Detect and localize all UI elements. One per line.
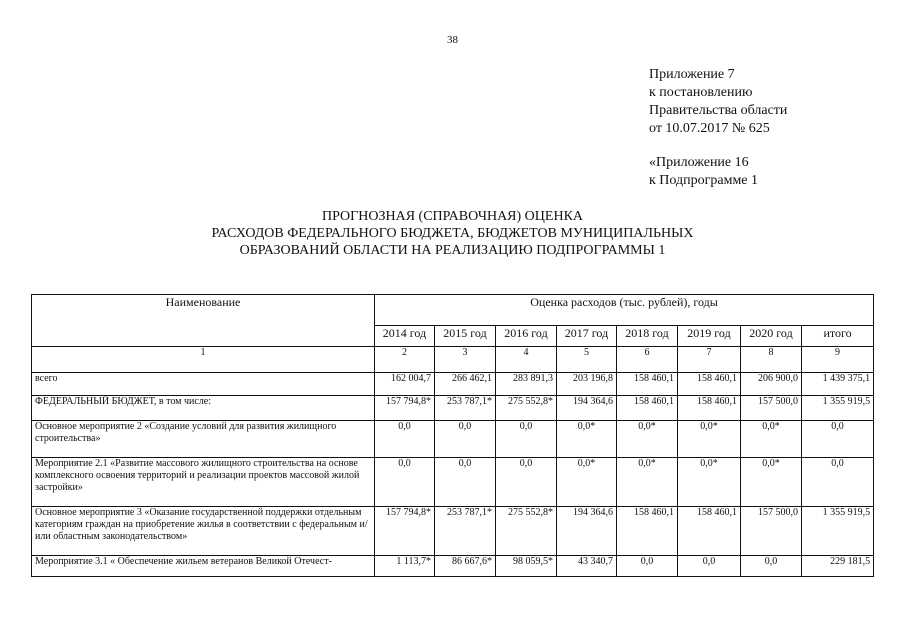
table-row: [32, 458, 874, 507]
cell-value: 158 460,1: [617, 373, 678, 396]
cell-value: 275 552,8*: [496, 507, 557, 556]
header-total: итого: [802, 326, 874, 347]
document-title: [0, 208, 905, 259]
cell-value: 158 460,1: [617, 396, 678, 421]
header-row: [32, 295, 874, 326]
cell-value: 0,0*: [557, 421, 617, 458]
cell-value: 158 460,1: [678, 373, 741, 396]
cell-value: 253 787,1*: [435, 507, 496, 556]
table-row: [32, 421, 874, 458]
cell-value: 283 891,3: [496, 373, 557, 396]
cell-value: 0,0: [435, 458, 496, 507]
column-number: 9: [802, 347, 874, 373]
column-number: 4: [496, 347, 557, 373]
cell-value: 206 900,0: [741, 373, 802, 396]
cell-value: 0,0: [375, 421, 435, 458]
cell-value: 157 500,0: [741, 507, 802, 556]
cell-value: 1 439 375,1: [802, 373, 874, 396]
cell-value: 157 794,8*: [375, 507, 435, 556]
appendix-line: «Приложение 16: [649, 155, 749, 170]
cell-value: 266 462,1: [435, 373, 496, 396]
cell-value: 1 113,7*: [375, 556, 435, 577]
cell-value: 0,0: [802, 421, 874, 458]
title-line: РАСХОДОВ ФЕДЕРАЛЬНОГО БЮДЖЕТА, БЮДЖЕТОВ МУНИЦИПАЛЬНЫХ: [211, 226, 694, 241]
column-number: 1: [32, 347, 375, 373]
row-name: Мероприятие 3.1 « Обеспечение жильем ветеранов Великой Отечест-: [32, 556, 375, 577]
cell-value: 162 004,7: [375, 373, 435, 396]
cell-value: 194 364,6: [557, 396, 617, 421]
column-numbers-row: [32, 347, 874, 373]
header-year: 2014 год: [375, 326, 435, 347]
appendix-line: к постановлению: [649, 85, 753, 100]
table-row: [32, 373, 874, 396]
budget-table: [31, 294, 874, 577]
column-number: 2: [375, 347, 435, 373]
cell-value: 157 500,0: [741, 396, 802, 421]
cell-value: 0,0: [496, 458, 557, 507]
cell-value: 0,0*: [741, 458, 802, 507]
cell-value: 158 460,1: [678, 396, 741, 421]
cell-value: 0,0*: [678, 458, 741, 507]
cell-value: 0,0: [741, 556, 802, 577]
row-name: Основное мероприятие 2 «Создание условий для развития жилищного строительства»: [32, 421, 375, 458]
column-number: 5: [557, 347, 617, 373]
appendix-line: от 10.07.2017 № 625: [649, 121, 770, 136]
appendix-line: к Подпрограмме 1: [649, 173, 759, 188]
row-name: ФЕДЕРАЛЬНЫЙ БЮДЖЕТ, в том числе:: [32, 396, 375, 421]
table-row: [32, 396, 874, 421]
cell-value: 86 667,6*: [435, 556, 496, 577]
column-number: 8: [741, 347, 802, 373]
header-year: 2017 год: [557, 326, 617, 347]
title-line: ПРОГНОЗНАЯ (СПРАВОЧНАЯ) ОЦЕНКА: [321, 209, 584, 224]
cell-value: 203 196,8: [557, 373, 617, 396]
column-number: 6: [617, 347, 678, 373]
cell-value: 275 552,8*: [496, 396, 557, 421]
spacer: [649, 138, 787, 154]
cell-value: 158 460,1: [617, 507, 678, 556]
title-line: ОБРАЗОВАНИЙ ОБЛАСТИ НА РЕАЛИЗАЦИЮ ПОДПРОГРАММЫ 1: [239, 243, 666, 258]
cell-value: 98 059,5*: [496, 556, 557, 577]
cell-value: 43 340,7: [557, 556, 617, 577]
column-number: 3: [435, 347, 496, 373]
header-name: Наименование: [32, 295, 375, 347]
cell-value: 1 355 919,5: [802, 396, 874, 421]
header-year: 2019 год: [678, 326, 741, 347]
appendix-reference: [649, 66, 787, 190]
cell-value: 0,0: [375, 458, 435, 507]
header-year: 2015 год: [435, 326, 496, 347]
cell-value: 0,0: [496, 421, 557, 458]
appendix-line: Приложение 7: [649, 67, 735, 82]
row-name: Основное мероприятие 3 «Оказание государственной поддержки отдельным категориям граждан на приобретение жилья в соответствии с федеральным и/или областным законодательством»: [32, 507, 375, 556]
cell-value: 194 364,6: [557, 507, 617, 556]
cell-value: 157 794,8*: [375, 396, 435, 421]
table-row: [32, 556, 874, 577]
row-name: Мероприятие 2.1 «Развитие массового жилищного строительства на основе комплексного освоения территорий и реализации проектов массовой жилой застройки»: [32, 458, 375, 507]
cell-value: 0,0: [435, 421, 496, 458]
header-year: 2018 год: [617, 326, 678, 347]
header-year: 2016 год: [496, 326, 557, 347]
cell-value: 253 787,1*: [435, 396, 496, 421]
header-group: Оценка расходов (тыс. рублей), годы: [375, 295, 874, 326]
table-row: [32, 507, 874, 556]
cell-value: 1 355 919,5: [802, 507, 874, 556]
cell-value: 0,0*: [617, 421, 678, 458]
page-number: 38: [447, 34, 458, 46]
column-number: 7: [678, 347, 741, 373]
cell-value: 0,0: [678, 556, 741, 577]
appendix-line: Правительства области: [649, 103, 788, 118]
header-year: 2020 год: [741, 326, 802, 347]
cell-value: 158 460,1: [678, 507, 741, 556]
cell-value: 0,0*: [557, 458, 617, 507]
cell-value: 0,0*: [741, 421, 802, 458]
cell-value: 0,0*: [617, 458, 678, 507]
cell-value: 0,0*: [678, 421, 741, 458]
row-name: всего: [32, 373, 375, 396]
cell-value: 229 181,5: [802, 556, 874, 577]
cell-value: 0,0: [802, 458, 874, 507]
cell-value: 0,0: [617, 556, 678, 577]
